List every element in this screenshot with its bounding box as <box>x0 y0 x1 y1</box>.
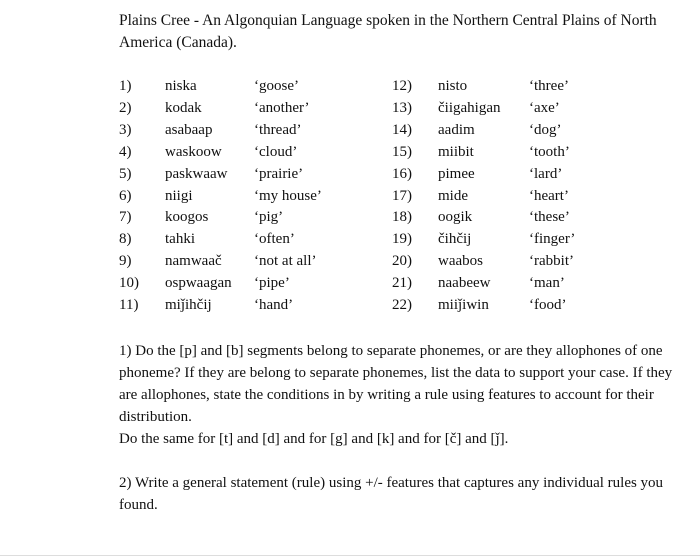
english-gloss: ‘dog’ <box>529 121 562 138</box>
cree-word: namwaač <box>165 253 222 270</box>
entry-number: 11) <box>119 297 139 314</box>
entry-number: 17) <box>392 187 412 204</box>
english-gloss: ‘not at all’ <box>254 253 317 270</box>
cree-word: ospwaagan <box>165 275 232 292</box>
english-gloss: ‘these’ <box>529 209 570 226</box>
entry-number: 1) <box>119 78 132 94</box>
english-gloss: ‘rabbit’ <box>529 253 574 270</box>
cree-word: nisto <box>438 78 468 94</box>
english-gloss: ‘tooth’ <box>529 143 570 160</box>
english-gloss: ‘thread’ <box>254 121 302 138</box>
cree-word: čihčij <box>438 231 472 248</box>
english-gloss: ‘man’ <box>529 275 565 292</box>
document-title: Plains Cree - An Algonquian Language spoken in the Northern Central Plains of North America (Canada). <box>119 12 657 51</box>
question-1: 1) Do the [p] and [b] segments belong to separate phonemes, or are they allophones of one phoneme? If they are belong to separate phonemes, list the data to support your case. If they are allophones, state the conditions in by writing a rule using features to account for their distribution. <box>119 343 673 425</box>
left-number-column <box>119 76 139 317</box>
english-gloss: ‘cloud’ <box>254 143 298 160</box>
right-word-column <box>438 76 500 317</box>
cree-word: koogos <box>165 209 209 226</box>
entry-number: 4) <box>119 143 132 160</box>
entry-number: 13) <box>392 99 412 116</box>
english-gloss: ‘lard’ <box>529 165 563 182</box>
questions-section <box>119 340 679 516</box>
cree-word: miibit <box>438 143 474 160</box>
english-gloss: ‘hand’ <box>254 297 294 314</box>
entry-number: 18) <box>392 209 412 226</box>
cree-word: miǰihčij <box>165 297 212 314</box>
english-gloss: ‘pipe’ <box>254 275 290 292</box>
entry-number: 12) <box>392 78 412 94</box>
entry-number: 8) <box>119 231 132 248</box>
cree-word: miiǰiwin <box>438 297 489 314</box>
entry-number: 20) <box>392 253 412 270</box>
left-word-column <box>165 76 232 317</box>
cree-word: waskoow <box>165 143 222 160</box>
entry-number: 10) <box>119 275 139 292</box>
english-gloss: ‘prairie’ <box>254 165 304 182</box>
cree-word: kodak <box>165 99 202 116</box>
entry-number: 2) <box>119 99 132 116</box>
entry-number: 9) <box>119 253 132 270</box>
english-gloss: ‘goose’ <box>254 78 299 94</box>
entry-number: 7) <box>119 209 132 226</box>
entry-number: 14) <box>392 121 412 138</box>
entry-number: 6) <box>119 187 132 204</box>
english-gloss: ‘axe’ <box>529 99 560 116</box>
english-gloss: ‘another’ <box>254 99 310 116</box>
cree-word: pimee <box>438 165 475 182</box>
entry-number: 22) <box>392 297 412 314</box>
cree-word: niigi <box>165 187 193 204</box>
question-2: 2) Write a general statement (rule) using +/- features that captures any individual rules you found. <box>119 475 664 513</box>
cree-word: tahki <box>165 231 195 248</box>
right-number-column <box>392 76 412 317</box>
cree-word: oogik <box>438 209 473 226</box>
cree-word: paskwaaw <box>165 165 228 182</box>
question-1-followup: Do the same for [t] and [d] and for [g] and [k] and for [č] and [ǰ]. <box>119 431 509 447</box>
cree-word: mide <box>438 187 468 204</box>
english-gloss: ‘pig’ <box>254 209 284 226</box>
english-gloss: ‘finger’ <box>529 231 576 248</box>
entry-number: 16) <box>392 165 412 182</box>
cree-word: čiigahigan <box>438 99 501 116</box>
cree-word: asabaap <box>165 121 213 138</box>
cree-word: aadim <box>438 121 475 138</box>
english-gloss: ‘my house’ <box>254 187 322 204</box>
entry-number: 21) <box>392 275 412 292</box>
english-gloss: ‘heart’ <box>529 187 569 204</box>
english-gloss: ‘food’ <box>529 297 567 314</box>
cree-word: waabos <box>438 253 483 270</box>
entry-number: 5) <box>119 165 132 182</box>
cree-word: naabeew <box>438 275 491 292</box>
left-gloss-column <box>254 76 322 317</box>
english-gloss: ‘three’ <box>529 78 569 94</box>
cree-word: niska <box>165 78 197 94</box>
english-gloss: ‘often’ <box>254 231 295 248</box>
entry-number: 19) <box>392 231 412 248</box>
right-gloss-column <box>529 76 575 317</box>
entry-number: 3) <box>119 121 132 138</box>
entry-number: 15) <box>392 143 412 160</box>
